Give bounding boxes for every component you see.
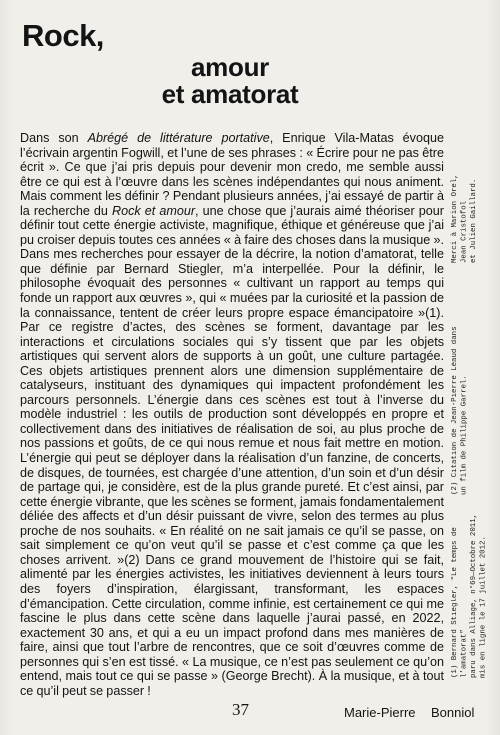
sidenote-footnote-1: (1) Bernard Stiegler, “Le temps de l’amatorat” paru dans Alliage, n°69—Octobre 2011, mis en ligne le 17 juillet 2012.	[451, 513, 488, 678]
title-line-3: et amatorat	[161, 79, 299, 109]
body-text-run: Dans ce grand mouvement de l’histoire qui se fait, alimenté par les énergies activistes, les initiatives deviennent à leurs tours des foyers d’inspiration, élargissant, transformant, les espaces d’émancipation. Cette circulation, comme infinie, est certainement ce qui me fascine le plus dans cette scène dans laquelle j’aurai passé, en 2022, exactement 30 ans, et qui a eu un impact profond dans mes manières de faire, ainsi que tout l’arbre de rencontres, que ce soit d’œuvres comme de personnes qui s’en est tissé. « La musique, ce n’est pas seulement ce qu’on entend, mais tout ce qui se passe » (George Brecht). À la musique, et à tout ce qu’il peut se passer !	[20, 552, 444, 698]
article-body	[20, 131, 444, 698]
author-first-name: Marie-Pierre	[344, 705, 416, 720]
sidenote-footnote-2: (2) Citation de Jean-Pierre Léaud dans un film de Philippe Garrel.	[451, 326, 469, 495]
article-paragraph	[20, 131, 444, 698]
sidenote-thanks: Merci à Marion Orel, Jean Cristofol et Julien Gaillard.	[451, 174, 478, 263]
body-text-run: , une chose que j’aurais aimé théoriser pour définir tout cette énergie activiste, magnifique, éthique et généreuse que j’ai pu croiser depuis toutes ces années « à faire des choses dans la musique ». Dans mes recherches pour essayer de la décrire, la notion d’amatorat, telle que définie par Bernard Stiegler, m’a interpellée. Pour la définir, le philosophe évoquait des personnes « cultivant un rapport au temps qui fonde un rapport aux œuvres », qui « muées par la curiosité et la passion de la connaissance, tentent de créer leurs propre espace émancipatoire »	[20, 203, 444, 320]
title-line-2: amour	[191, 52, 269, 82]
footnote-ref-1: (1)	[425, 305, 441, 320]
footnote-ref-2: (2)	[124, 552, 140, 567]
project-title: Rock et amour	[112, 203, 196, 218]
page-number: 37	[232, 700, 249, 719]
body-text-run: Dans son	[20, 131, 88, 145]
author-last-name: Bonniol	[431, 705, 475, 720]
title-subtitle	[150, 54, 310, 108]
book-title: Abrégé de littérature portative	[87, 131, 270, 145]
title-line-1: Rock,	[22, 18, 104, 53]
body-text-run: . Par ce registre d’actes, des scènes se forment, davantage par les interactions et circulations sociales qui s’y tissent que par les objets artistiques qui servent alors de supports à un goût, une culture partagée. Ces objets artistiques prennent alors une dimension supplémentaire de catalyseurs, instituant des dynamiques qui impactent profondément les parcours personnels. L’énergie dans ces scènes est tout à l’inverse du modèle industriel : les outils de production sont développés en propre et collectivement dans des initiatives de réalisation de soi, au plus proche de nos passions et goûts, de ce qui nous remue et nous fait mettre en motion. L’énergie qui peut se déployer dans la réalisation d’un fanzine, de concerts, de disques, de tournées, est chargée d’une attention, d’un soin et d’un désir de partage qui, je considère, est de la plus grande pureté. Et c’est ainsi, par cette énergie vibrante, que les scènes se forment, jamais fondamentalement déliée des affects et d’un désir puissant de vivre, selon des termes au plus proche de nos souhaits. « En réalité on ne sait jamais ce qu’il se passe, on sait simplement ce qu’on veut qu’il se passe et c’est comme ça que les choses arrivent. »	[20, 305, 444, 567]
body-text-run: , Enrique Vila-Matas évoque l’écrivain argentin Fogwill, et l’une de ses phrases : « Écrire pour ne pas être écrit ». Ce que j’ai pris depuis pour devenir mon credo, me semble aussi être ce qui est à l’œuvre dans les scènes indépendantes qui nous animent. Mais comment les définir ? Pendant plusieurs années, j’ai essayé de partir à la recherche du	[20, 131, 444, 218]
